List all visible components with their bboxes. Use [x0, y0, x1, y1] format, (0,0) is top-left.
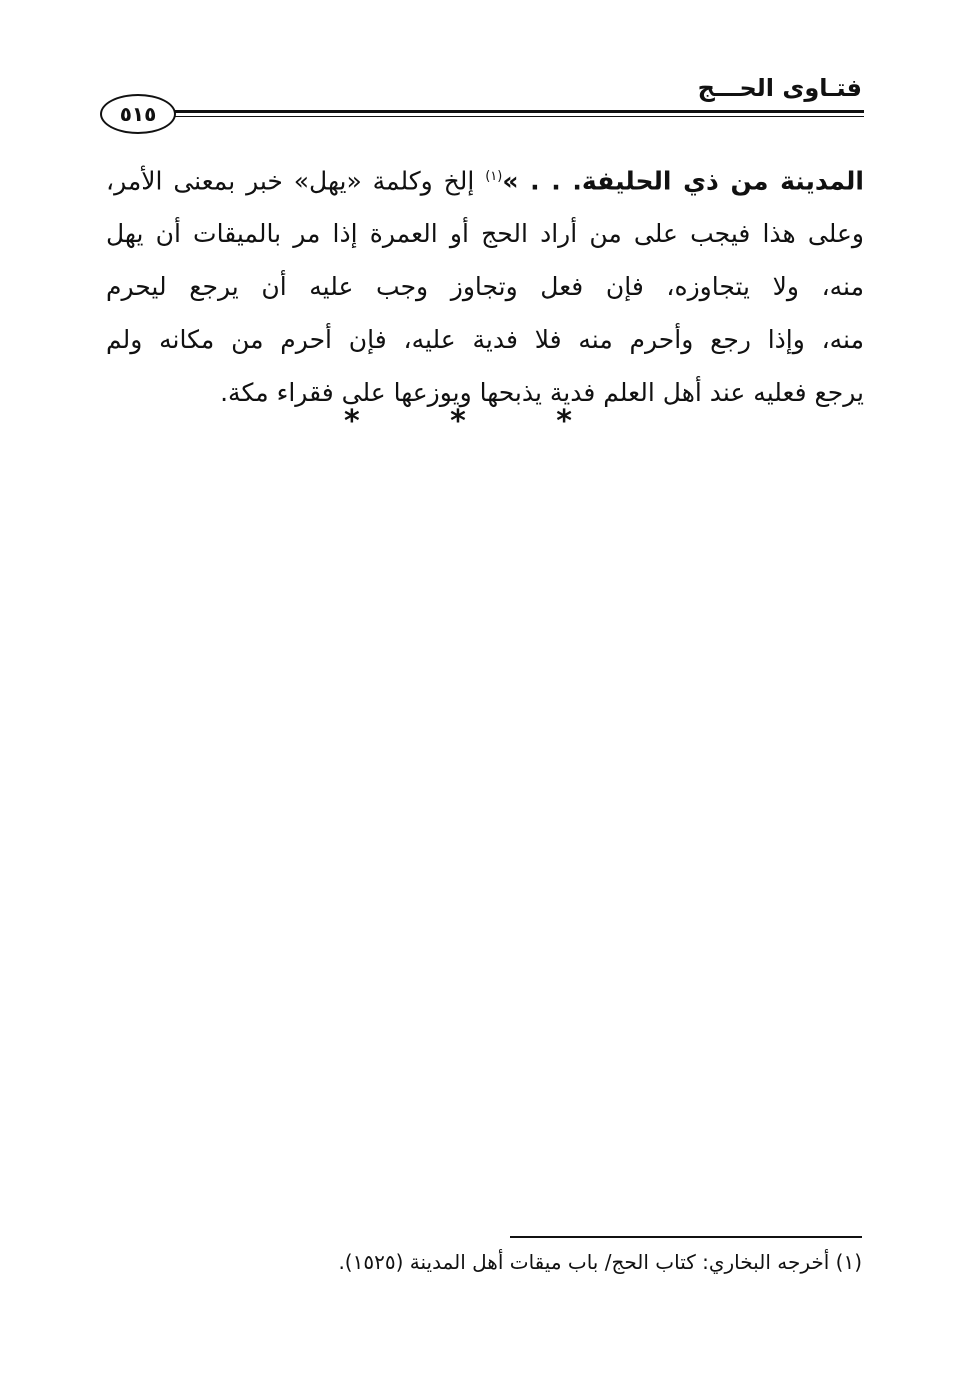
footnote-rule: [510, 1236, 862, 1238]
hadith-quote-end: المدينة من ذي الحليفة. . . »: [502, 166, 864, 196]
footnote-ref-1[interactable]: (١): [485, 169, 503, 184]
footnote-1: (١) أخرجه البخاري: كتاب الحج/ باب ميقات أهل المدينة (١٥٢٥).: [338, 1250, 862, 1274]
header-rule: [170, 110, 864, 113]
body-line-2: وعلى هذا فيجب على من أراد الحج أو العمرة إذا مر بالميقات أن يهل: [106, 219, 864, 249]
body-line-4: منه، وإذا رجع وأحرم منه فلا فدية عليه، فإن أحرم من مكانه ولم: [106, 325, 864, 355]
running-header-title: فتـاوى الحـــج: [697, 74, 862, 102]
section-separator: * * *: [344, 404, 612, 439]
body-text: [106, 150, 864, 419]
page-number-badge: ٥١٥: [100, 94, 176, 134]
body-line-5: يرجع فعليه عند أهل العلم فدية يذبحها ويوزعها على فقراء مكة.: [220, 378, 864, 408]
body-line-3: منه، ولا يتجاوزه، فإن فعل وتجاوز وجب عليه أن يرجع ليحرم: [106, 272, 864, 302]
header-rule-thin: [170, 116, 864, 117]
body-line-1: [106, 150, 864, 207]
body-line-1-rest: إلخ وكلمة «يهل» خبر بمعنى الأمر،: [106, 166, 486, 196]
